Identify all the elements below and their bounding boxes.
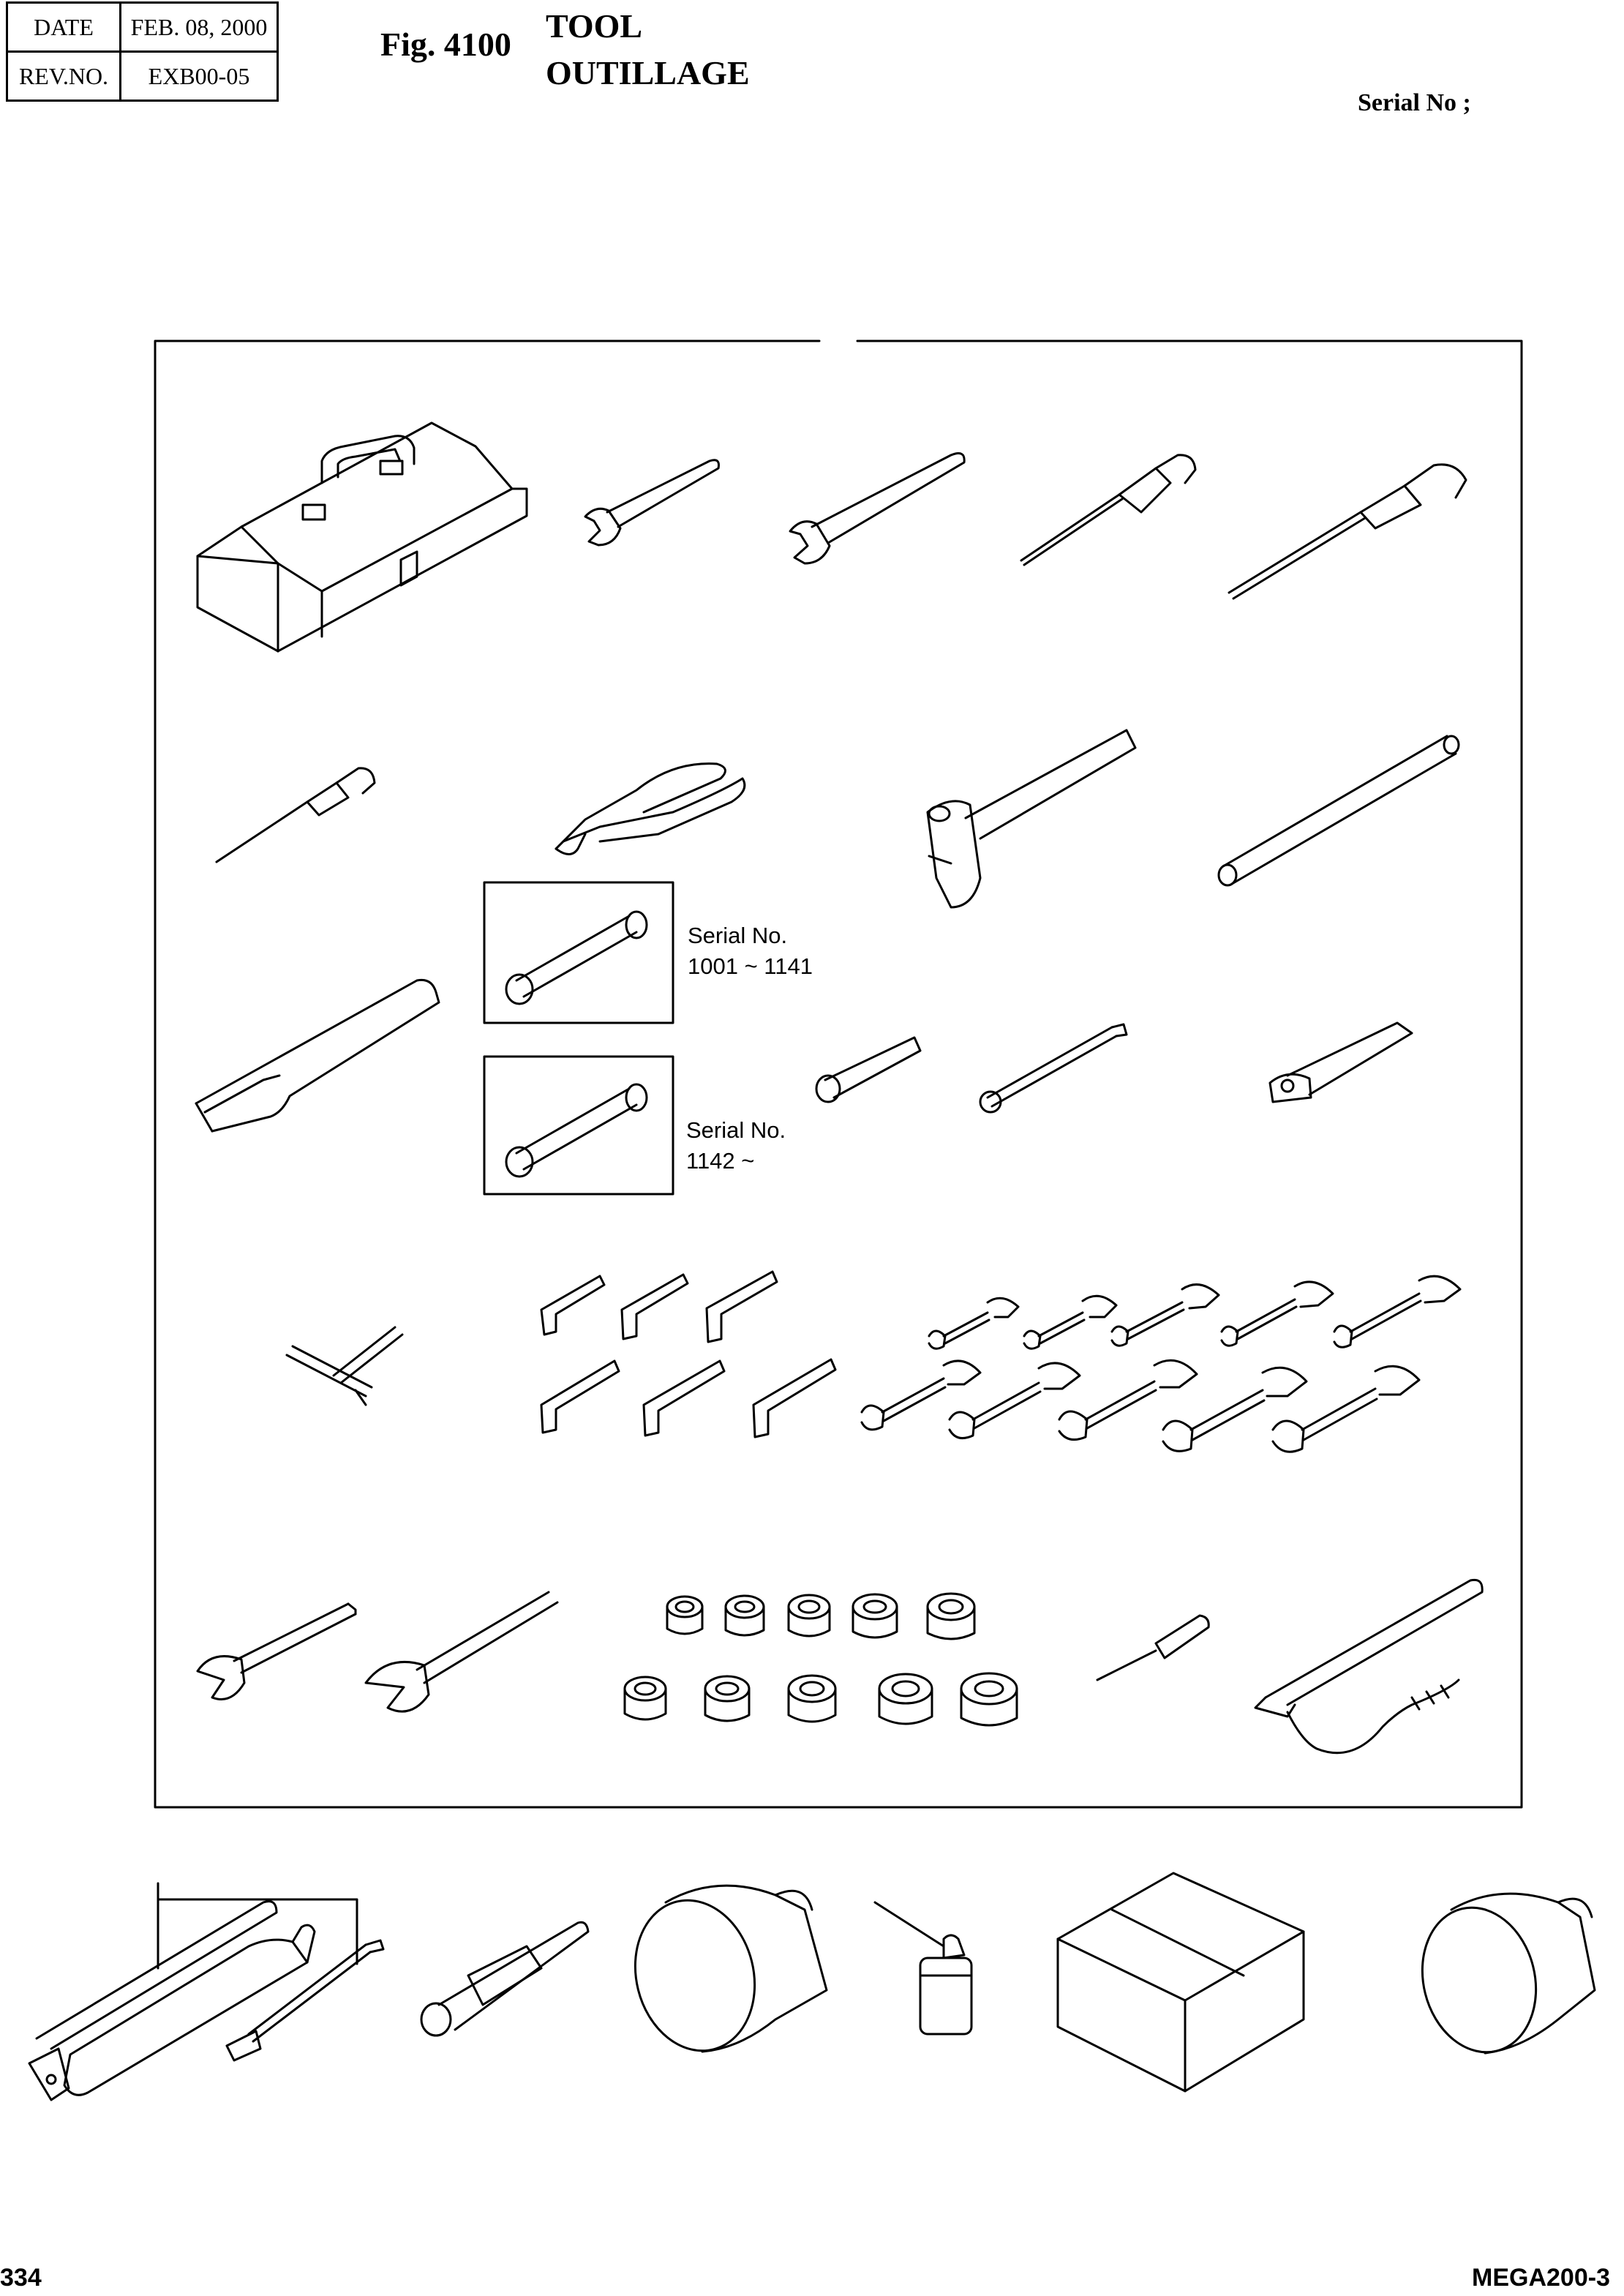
funnel-large-icon (620, 1886, 827, 2063)
date-label: DATE (7, 3, 121, 52)
funnel-small-icon (1407, 1894, 1595, 2064)
serial-note-2 (686, 1115, 786, 1177)
serial-note-1-range: 1001 ~ 1141 (688, 953, 813, 979)
tommy-bar-icon (1219, 736, 1459, 885)
awl-icon (217, 768, 375, 862)
handle-pipe-icon (196, 980, 439, 1131)
serial-note-1 (688, 920, 813, 982)
box-spanner-2-icon (506, 1084, 647, 1177)
hammer-icon (928, 730, 1135, 907)
page-number: 334 (0, 2264, 42, 2292)
adjustable-wrench-large-icon (790, 454, 964, 563)
socket-set-icon (625, 1594, 1017, 1725)
serial-note-1-label: Serial No. (688, 923, 788, 948)
pliers-icon (556, 764, 745, 855)
precision-screwdriver-icon (1097, 1616, 1208, 1680)
serial-number-header: Serial No ; (1358, 89, 1471, 116)
parts-box-icon (1058, 1873, 1304, 2091)
screwdriver-small-icon (1021, 455, 1195, 565)
hook-spanner-small-icon (198, 1604, 356, 1700)
grease-gun-icon (29, 1902, 383, 2100)
hook-spanner-large-icon (366, 1592, 557, 1711)
extension-bar-short-icon (816, 1038, 920, 1102)
adjustable-wrench-small-icon (585, 460, 719, 545)
serial-note-2-range: 1142 ~ (686, 1148, 755, 1174)
date-value: FEB. 08, 2000 (121, 3, 278, 52)
extension-bar-long-icon (980, 1024, 1127, 1112)
torque-adapter-icon (421, 1922, 588, 2036)
oil-can-icon (875, 1902, 971, 2034)
open-end-spanner-set-icon (862, 1276, 1460, 1452)
figure-title-en: TOOL (546, 7, 643, 45)
model-code: MEGA200-3 (1472, 2264, 1610, 2292)
hex-key-set-icon (541, 1272, 835, 1437)
rev-value: EXB00-05 (121, 52, 278, 101)
figure-number: Fig. 4100 (380, 26, 511, 63)
toolbox-icon (198, 423, 527, 651)
rev-label: REV.NO. (7, 52, 121, 101)
figure-title-fr: OUTILLAGE (546, 54, 750, 91)
serial-note-2-label: Serial No. (686, 1117, 786, 1143)
box-spanner-1-icon (506, 912, 647, 1004)
t-handle-wrench-icon (287, 1327, 402, 1405)
chain-wrench-icon (1255, 1580, 1482, 1752)
ratchet-handle-icon (1270, 1023, 1412, 1102)
screwdriver-large-icon (1229, 465, 1466, 599)
grease-gun-bracket (158, 1883, 357, 1968)
